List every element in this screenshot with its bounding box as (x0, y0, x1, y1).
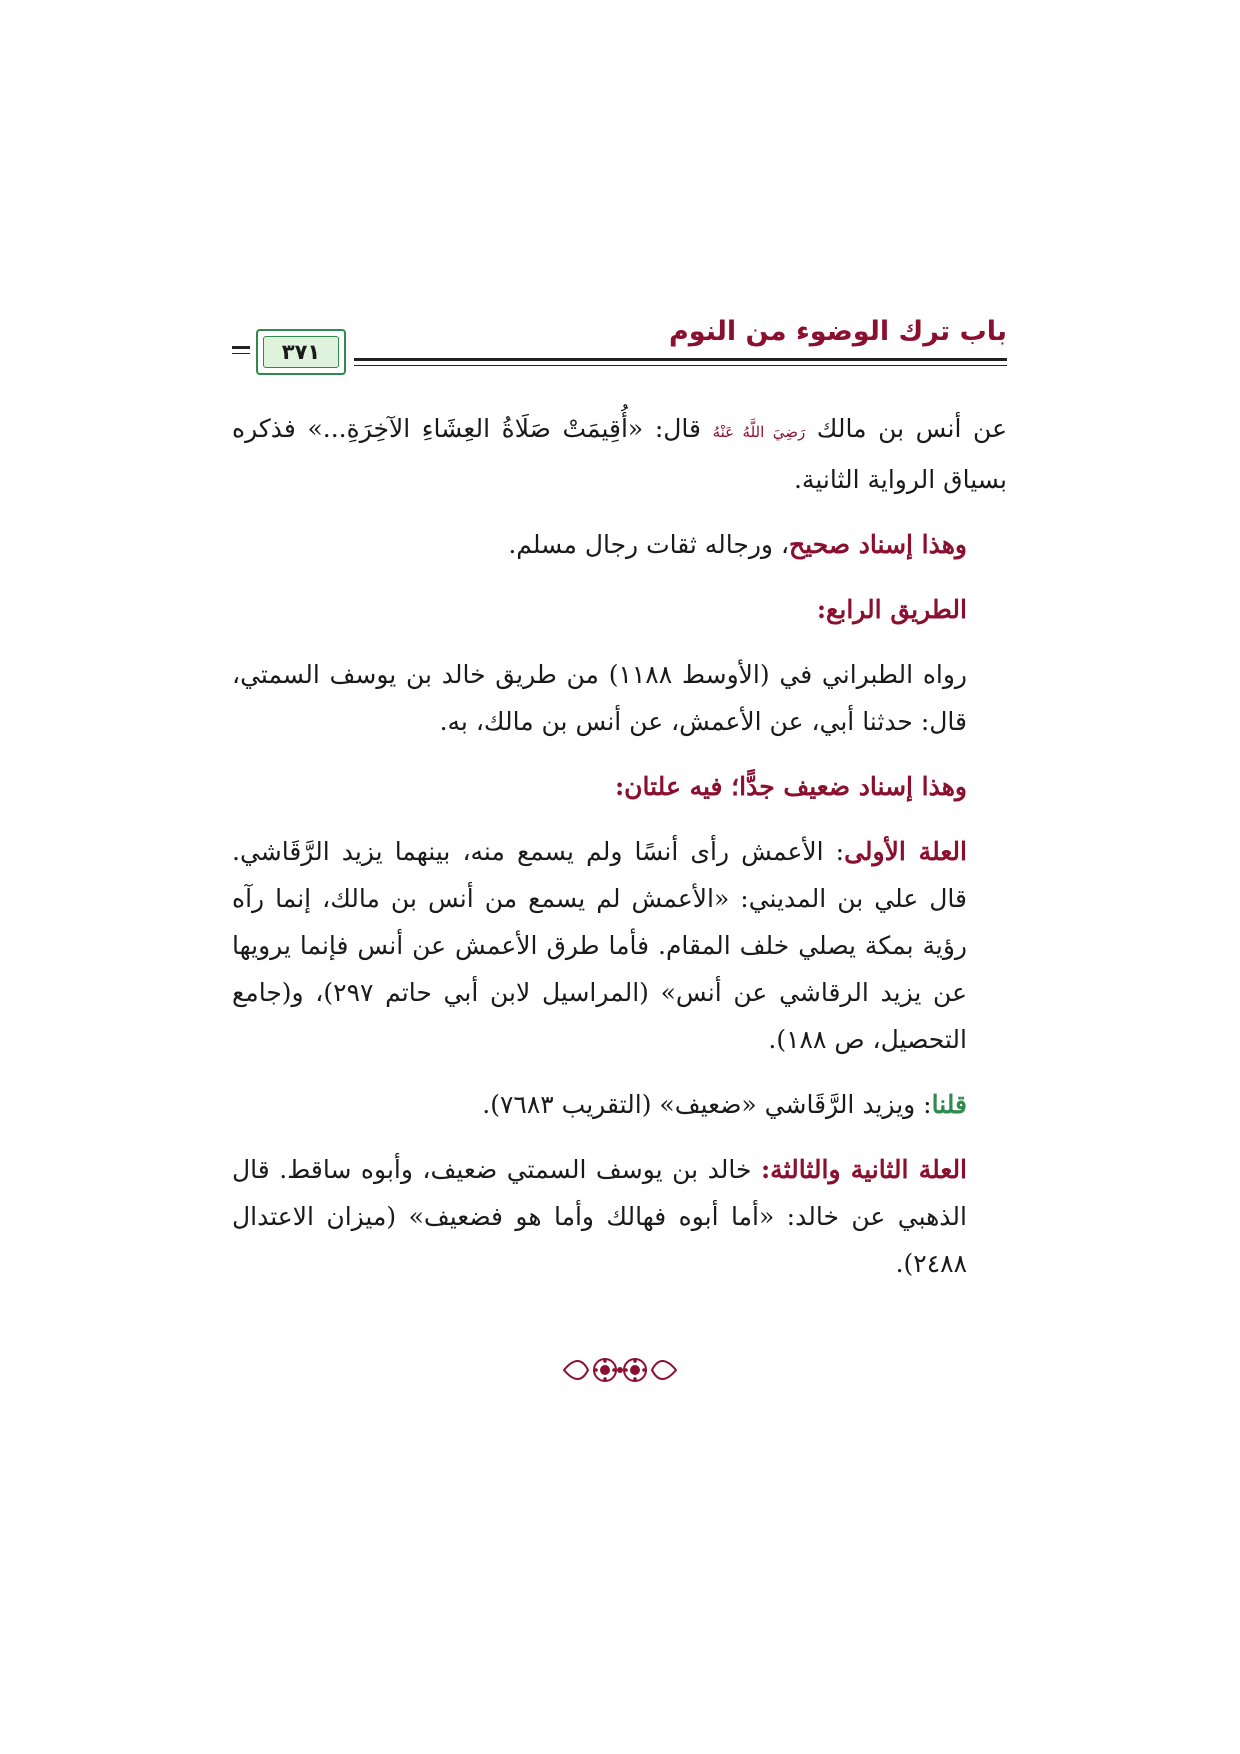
paragraph-1-rest: قال: «أُقِيمَتْ صَلَاةُ العِشَاءِ الآخِرَةِ...» فذكره بسياق الرواية الثانية. (232, 414, 1007, 494)
end-ornament-icon (560, 1352, 680, 1388)
chapter-title: باب ترك الوضوء من النوم (669, 316, 1007, 347)
paragraph-1-text: عن أنس بن مالك (816, 414, 1008, 443)
page-number-frame (263, 336, 339, 368)
paragraph-4-rest: : الأعمش رأى أنسًا ولم يسمع منه، بينهما يزيد الرَّقَاشي. قال علي بن المديني: «الأعمش لم يسمع من أنس بن مالك، إنما رآه رؤية بمكة يصلي خلف المقام. فأما طرق الأعمش عن أنس فإنما يرويها عن يزيد الرقاشي عن أنس» (المراسيل لابن أبي حاتم ٢٩٧)، و(جامع التحصيل، ص ١٨٨). (232, 837, 967, 1054)
paragraph-5-rest: : ويزيد الرَّقَاشي «ضعيف» (التقريب ٧٦٨٣). (482, 1090, 932, 1119)
header-rule-right-bottom (354, 365, 1007, 366)
paragraph-4 (232, 828, 1007, 1063)
grading-highlight: وهذا إسناد صحيح (789, 530, 967, 559)
paragraph-6 (232, 1146, 1007, 1287)
section-heading-fourth-route: الطريق الرابع: (816, 595, 967, 624)
page-number-badge (256, 329, 346, 375)
page-body (232, 405, 1007, 1305)
header-rule-right-top (354, 358, 1007, 361)
page-header (232, 312, 1007, 382)
header-rule-left-top (232, 346, 250, 349)
paragraph-2 (232, 521, 1007, 568)
paragraph-5 (232, 1081, 1007, 1128)
header-rule-left-bottom (232, 353, 250, 354)
section-heading-two-defects: وهذا إسناد ضعيف جدًّا؛ فيه علتان: (614, 772, 967, 801)
paragraph-2-rest: ، ورجاله ثقات رجال مسلم. (508, 530, 790, 559)
page-number: ٣٧١ (281, 339, 321, 364)
qulna-label: قلنا (931, 1090, 967, 1119)
honorific-glyph: رَضِيَ اللَّهُ عَنْهُ (712, 423, 806, 441)
paragraph-1 (232, 405, 1007, 503)
first-defect-label: العلة الأولى (844, 837, 967, 866)
paragraph-6-rest: خالد بن يوسف السمتي ضعيف، وأبوه ساقط. قال الذهبي عن خالد: «أما أبوه فهالك وأما هو فضعيف» (ميزان الاعتدال ٢٤٨٨). (232, 1155, 967, 1278)
paragraph-3: رواه الطبراني في (الأوسط ١١٨٨) من طريق خالد بن يوسف السمتي، قال: حدثنا أبي، عن الأعمش، عن أنس بن مالك، به. (232, 660, 968, 736)
second-third-defect-label: العلة الثانية والثالثة: (760, 1155, 968, 1184)
